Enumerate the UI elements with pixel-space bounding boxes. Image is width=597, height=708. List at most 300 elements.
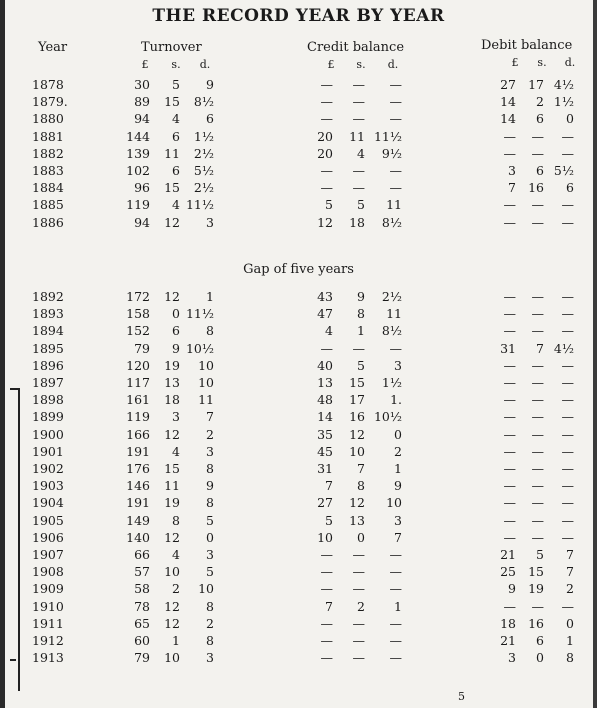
debit-pence-cell: 7 <box>566 564 574 580</box>
debit-pounds-cell: — <box>503 197 516 213</box>
debit-pence-cell: — <box>561 478 574 494</box>
year-cell: 1885 <box>32 197 64 213</box>
debit-pounds-cell: — <box>503 306 516 322</box>
debit-pounds-cell: 3 <box>508 650 516 666</box>
table-row <box>0 427 597 445</box>
debit-pence-cell: — <box>561 426 574 442</box>
turnover-pounds-cell: 191 <box>126 495 150 511</box>
debit-shillings-cell: 19 <box>528 581 544 597</box>
credit-shillings-cell: 11 <box>349 128 365 144</box>
year-cell: 1901 <box>32 443 64 459</box>
turnover-shillings-cell: 6 <box>172 323 180 339</box>
year-cell: 1902 <box>32 461 64 476</box>
turnover-shillings-cell: 11 <box>164 478 180 494</box>
debit-pence-cell: — <box>561 323 574 339</box>
turnover-pounds-cell: 144 <box>126 128 150 144</box>
debit-pounds-cell: 18 <box>500 615 516 631</box>
table-row <box>0 581 597 599</box>
turnover-pounds-cell: 139 <box>126 145 150 161</box>
debit-shillings-cell: 16 <box>528 615 544 631</box>
debit-pence-cell: — <box>561 392 574 408</box>
credit-pence-cell: 3 <box>394 357 402 373</box>
debit-pence-cell: 1½ <box>553 94 574 110</box>
credit-pounds-cell: 47 <box>317 306 333 322</box>
debit-pence-cell: 4½ <box>553 77 574 92</box>
debit-pounds-cell: 3 <box>508 163 516 178</box>
turnover-pence-cell: 9 <box>206 478 214 494</box>
turnover-pence-cell: 2 <box>206 426 214 442</box>
year-cell: 1904 <box>32 495 64 511</box>
credit-pence-cell: 1 <box>394 461 402 476</box>
debit-pence-cell: — <box>561 529 574 545</box>
year-cell: 1893 <box>32 306 64 322</box>
debit-pence-cell: 5½ <box>553 163 574 178</box>
turnover-pence-cell: 6 <box>206 111 214 127</box>
table-row <box>0 409 597 427</box>
debit-shillings-cell: — <box>531 375 544 390</box>
debit-shillings-cell: 16 <box>528 180 544 196</box>
credit-shillings-cell: 8 <box>357 478 365 494</box>
turnover-shillings-cell: 15 <box>164 94 180 110</box>
credit-pence-cell: 1. <box>390 392 402 408</box>
table-row <box>0 599 597 617</box>
turnover-pounds-cell: 79 <box>134 650 150 666</box>
debit-pence-cell: — <box>561 357 574 373</box>
debit-pounds-cell: — <box>503 529 516 545</box>
turnover-pounds-cell: 57 <box>134 564 150 580</box>
turnover-pence-cell: 11½ <box>185 306 214 322</box>
credit-shillings-cell: 16 <box>349 409 365 425</box>
debit-pounds-cell: — <box>503 598 516 614</box>
year-cell: 1913 <box>32 650 64 666</box>
turnover-pounds-cell: 191 <box>126 443 150 459</box>
turnover-pounds-cell: 78 <box>134 598 150 614</box>
turnover-pounds-cell: 94 <box>134 214 150 230</box>
credit-pence-cell: — <box>389 581 402 597</box>
credit-pounds-cell: 14 <box>317 409 333 425</box>
table-row <box>0 197 597 215</box>
credit-shillings-cell: — <box>352 180 365 196</box>
debit-pence-cell: — <box>561 145 574 161</box>
table-row <box>0 478 597 496</box>
credit-pence-cell: 9 <box>394 478 402 494</box>
debit-pounds-cell: 21 <box>500 547 516 562</box>
credit-pence-cell: — <box>389 547 402 562</box>
turnover-shillings-cell: 12 <box>164 529 180 545</box>
credit-pounds-cell: 45 <box>317 443 333 459</box>
year-cell: 1884 <box>32 180 64 196</box>
unit-turnover-shillings: s. <box>171 58 181 71</box>
debit-pence-cell: 0 <box>566 111 574 127</box>
year-cell: 1912 <box>32 633 64 648</box>
margin-bracket-tick-top <box>10 388 20 390</box>
year-cell: 1905 <box>32 512 64 528</box>
debit-shillings-cell: — <box>531 529 544 545</box>
turnover-pence-cell: 8 <box>206 323 214 339</box>
debit-shillings-cell: 7 <box>536 340 544 356</box>
table-row <box>0 547 597 565</box>
year-cell: 1906 <box>32 529 64 545</box>
debit-shillings-cell: — <box>531 512 544 528</box>
year-cell: 1883 <box>32 163 64 178</box>
year-cell: 1900 <box>32 426 64 442</box>
year-cell: 1909 <box>32 581 64 597</box>
debit-pounds-cell: 9 <box>508 581 516 597</box>
debit-pounds-cell: — <box>503 323 516 339</box>
year-cell: 1899 <box>32 409 64 425</box>
credit-pounds-cell: 27 <box>317 495 333 511</box>
credit-pence-cell: 10 <box>386 495 402 511</box>
table-row <box>0 111 597 129</box>
page-title: THE RECORD YEAR BY YEAR <box>152 6 445 26</box>
credit-shillings-cell: 18 <box>349 214 365 230</box>
credit-pounds-cell: 7 <box>325 598 333 614</box>
debit-pence-cell: 2 <box>566 581 574 597</box>
credit-shillings-cell: — <box>352 163 365 178</box>
table-row <box>0 392 597 410</box>
credit-pence-cell: — <box>389 94 402 110</box>
credit-shillings-cell: 17 <box>349 392 365 408</box>
turnover-shillings-cell: 3 <box>172 409 180 425</box>
debit-pence-cell: — <box>561 289 574 304</box>
table-row <box>0 94 597 112</box>
credit-pence-cell: 10½ <box>373 409 402 425</box>
unit-debit-pounds: £ <box>511 56 519 69</box>
debit-pounds-cell: — <box>503 214 516 230</box>
debit-shillings-cell: — <box>531 426 544 442</box>
debit-shillings-cell: 2 <box>536 94 544 110</box>
header-credit-balance: Credit balance <box>307 40 405 55</box>
debit-shillings-cell: — <box>531 461 544 476</box>
credit-shillings-cell: 13 <box>349 512 365 528</box>
credit-pounds-cell: 48 <box>317 392 333 408</box>
turnover-shillings-cell: 12 <box>164 426 180 442</box>
debit-pence-cell: — <box>561 598 574 614</box>
debit-pence-cell: — <box>561 197 574 213</box>
header-turnover: Turnover <box>141 40 202 55</box>
turnover-shillings-cell: 5 <box>172 77 180 92</box>
turnover-shillings-cell: 12 <box>164 214 180 230</box>
credit-pence-cell: 1½ <box>381 375 402 390</box>
debit-pence-cell: — <box>561 512 574 528</box>
turnover-pence-cell: 10½ <box>185 340 214 356</box>
credit-pence-cell: 11 <box>386 197 402 213</box>
credit-pounds-cell: — <box>320 111 333 127</box>
credit-pence-cell: — <box>389 340 402 356</box>
turnover-shillings-cell: 15 <box>164 461 180 476</box>
turnover-pounds-cell: 119 <box>126 409 150 425</box>
turnover-shillings-cell: 12 <box>164 615 180 631</box>
debit-shillings-cell: — <box>531 214 544 230</box>
debit-pounds-cell: 14 <box>500 111 516 127</box>
debit-pence-cell: — <box>561 306 574 322</box>
year-cell: 1903 <box>32 478 64 494</box>
turnover-shillings-cell: 6 <box>172 163 180 178</box>
credit-shillings-cell: — <box>352 633 365 648</box>
credit-shillings-cell: 5 <box>357 357 365 373</box>
turnover-pence-cell: 9 <box>206 77 214 92</box>
unit-credit-shillings: s. <box>356 58 366 71</box>
year-cell: 1894 <box>32 323 64 339</box>
turnover-pounds-cell: 119 <box>126 197 150 213</box>
debit-pence-cell: 0 <box>566 615 574 631</box>
debit-shillings-cell: — <box>531 357 544 373</box>
credit-shillings-cell: 15 <box>349 375 365 390</box>
turnover-shillings-cell: 12 <box>164 289 180 304</box>
debit-shillings-cell: — <box>531 409 544 425</box>
year-cell: 1886 <box>32 214 64 230</box>
turnover-pounds-cell: 161 <box>126 392 150 408</box>
turnover-pounds-cell: 140 <box>126 529 150 545</box>
year-cell: 1910 <box>32 598 64 614</box>
turnover-pounds-cell: 172 <box>126 289 150 304</box>
turnover-shillings-cell: 9 <box>172 340 180 356</box>
turnover-pence-cell: 2½ <box>193 145 214 161</box>
year-cell: 1897 <box>32 375 64 390</box>
debit-pounds-cell: — <box>503 375 516 390</box>
table-row <box>0 215 597 233</box>
table-row <box>0 513 597 531</box>
debit-shillings-cell: — <box>531 392 544 408</box>
credit-shillings-cell: 12 <box>349 495 365 511</box>
turnover-pence-cell: 1½ <box>193 128 214 144</box>
turnover-pounds-cell: 94 <box>134 111 150 127</box>
credit-pence-cell: 3 <box>394 512 402 528</box>
credit-shillings-cell: 4 <box>357 145 365 161</box>
credit-pounds-cell: 43 <box>317 289 333 304</box>
credit-pounds-cell: 7 <box>325 478 333 494</box>
credit-pounds-cell: — <box>320 547 333 562</box>
turnover-pounds-cell: 30 <box>134 77 150 92</box>
year-cell: 1880 <box>32 111 64 127</box>
credit-pence-cell: — <box>389 180 402 196</box>
turnover-pence-cell: 5½ <box>193 163 214 178</box>
turnover-pence-cell: 3 <box>206 443 214 459</box>
turnover-pence-cell: 5 <box>206 512 214 528</box>
debit-pounds-cell: — <box>503 461 516 476</box>
turnover-shillings-cell: 2 <box>172 581 180 597</box>
debit-shillings-cell: 6 <box>536 163 544 178</box>
year-cell: 1898 <box>32 392 64 408</box>
credit-shillings-cell: 9 <box>357 289 365 304</box>
turnover-pence-cell: 8 <box>206 461 214 476</box>
debit-pence-cell: — <box>561 461 574 476</box>
credit-pence-cell: — <box>389 564 402 580</box>
turnover-pounds-cell: 152 <box>126 323 150 339</box>
credit-pounds-cell: 13 <box>317 375 333 390</box>
credit-pence-cell: — <box>389 650 402 666</box>
debit-pence-cell: — <box>561 443 574 459</box>
credit-pence-cell: — <box>389 111 402 127</box>
debit-pounds-cell: — <box>503 289 516 304</box>
turnover-shillings-cell: 10 <box>164 650 180 666</box>
debit-pounds-cell: — <box>503 495 516 511</box>
credit-pence-cell: 8½ <box>381 323 402 339</box>
table-row <box>0 306 597 324</box>
year-cell: 1882 <box>32 145 64 161</box>
credit-pence-cell: — <box>389 615 402 631</box>
debit-shillings-cell: 17 <box>528 77 544 92</box>
credit-shillings-cell: — <box>352 340 365 356</box>
turnover-shillings-cell: 4 <box>172 443 180 459</box>
turnover-pounds-cell: 120 <box>126 357 150 373</box>
debit-pounds-cell: — <box>503 145 516 161</box>
turnover-pence-cell: 5 <box>206 564 214 580</box>
turnover-pounds-cell: 146 <box>126 478 150 494</box>
turnover-pounds-cell: 166 <box>126 426 150 442</box>
table-row <box>0 461 597 479</box>
debit-pounds-cell: 25 <box>500 564 516 580</box>
table-row <box>0 358 597 376</box>
debit-pounds-cell: — <box>503 478 516 494</box>
turnover-shillings-cell: 0 <box>172 306 180 322</box>
debit-shillings-cell: — <box>531 478 544 494</box>
credit-pounds-cell: 10 <box>317 529 333 545</box>
turnover-shillings-cell: 4 <box>172 197 180 213</box>
unit-credit-pounds: £ <box>327 58 335 71</box>
year-cell: 1878 <box>32 77 64 92</box>
debit-pounds-cell: — <box>503 409 516 425</box>
turnover-pence-cell: 11½ <box>185 197 214 213</box>
turnover-pounds-cell: 96 <box>134 180 150 196</box>
credit-pounds-cell: 5 <box>325 512 333 528</box>
turnover-pence-cell: 8 <box>206 633 214 648</box>
turnover-pence-cell: 2 <box>206 615 214 631</box>
turnover-shillings-cell: 1 <box>172 633 180 648</box>
credit-shillings-cell: 12 <box>349 426 365 442</box>
year-cell: 1908 <box>32 564 64 580</box>
credit-shillings-cell: 2 <box>357 598 365 614</box>
turnover-shillings-cell: 19 <box>164 357 180 373</box>
debit-pounds-cell: — <box>503 426 516 442</box>
turnover-pence-cell: 2½ <box>193 180 214 196</box>
turnover-pence-cell: 10 <box>198 581 214 597</box>
turnover-shillings-cell: 8 <box>172 512 180 528</box>
credit-pence-cell: 0 <box>394 426 402 442</box>
turnover-shillings-cell: 18 <box>164 392 180 408</box>
credit-pounds-cell: — <box>320 180 333 196</box>
unit-debit-pence: d. <box>564 56 576 69</box>
turnover-shillings-cell: 6 <box>172 128 180 144</box>
debit-pence-cell: 4½ <box>553 340 574 356</box>
debit-pounds-cell: — <box>503 443 516 459</box>
turnover-shillings-cell: 13 <box>164 375 180 390</box>
credit-pounds-cell: — <box>320 163 333 178</box>
credit-shillings-cell: — <box>352 581 365 597</box>
debit-pounds-cell: — <box>503 512 516 528</box>
debit-pence-cell: 7 <box>566 547 574 562</box>
credit-pounds-cell: — <box>320 340 333 356</box>
credit-pounds-cell: 31 <box>317 461 333 476</box>
table-row <box>0 495 597 513</box>
credit-shillings-cell: — <box>352 650 365 666</box>
credit-pounds-cell: 12 <box>317 214 333 230</box>
turnover-pence-cell: 7 <box>206 409 214 425</box>
credit-pounds-cell: — <box>320 581 333 597</box>
credit-shillings-cell: — <box>352 564 365 580</box>
credit-shillings-cell: 7 <box>357 461 365 476</box>
credit-pence-cell: 7 <box>394 529 402 545</box>
debit-shillings-cell: — <box>531 197 544 213</box>
debit-pounds-cell: — <box>503 357 516 373</box>
debit-shillings-cell: — <box>531 289 544 304</box>
credit-pence-cell: 11½ <box>373 128 402 144</box>
credit-pounds-cell: — <box>320 94 333 110</box>
credit-pence-cell: — <box>389 163 402 178</box>
year-cell: 1892 <box>32 289 64 304</box>
turnover-pence-cell: 10 <box>198 375 214 390</box>
table-row <box>0 616 597 634</box>
turnover-pounds-cell: 60 <box>134 633 150 648</box>
table-row <box>0 564 597 582</box>
debit-pence-cell: — <box>561 128 574 144</box>
table-row <box>0 650 597 668</box>
credit-pence-cell: — <box>389 633 402 648</box>
credit-shillings-cell: 8 <box>357 306 365 322</box>
turnover-pence-cell: 11 <box>198 392 214 408</box>
debit-shillings-cell: — <box>531 443 544 459</box>
turnover-pence-cell: 10 <box>198 357 214 373</box>
table-row <box>0 341 597 359</box>
margin-bracket-line <box>18 389 20 691</box>
turnover-pounds-cell: 66 <box>134 547 150 562</box>
table-row <box>0 289 597 307</box>
credit-pounds-cell: 5 <box>325 197 333 213</box>
turnover-pence-cell: 0 <box>206 529 214 545</box>
debit-shillings-cell: 6 <box>536 111 544 127</box>
credit-pounds-cell: — <box>320 564 333 580</box>
gap-label: Gap of five years <box>243 262 354 277</box>
turnover-shillings-cell: 11 <box>164 145 180 161</box>
turnover-pounds-cell: 176 <box>126 461 150 476</box>
credit-shillings-cell: 0 <box>357 529 365 545</box>
debit-pounds-cell: 7 <box>508 180 516 196</box>
debit-pounds-cell: — <box>503 392 516 408</box>
year-cell: 1879. <box>32 94 68 110</box>
turnover-pence-cell: 3 <box>206 547 214 562</box>
turnover-pounds-cell: 58 <box>134 581 150 597</box>
debit-pounds-cell: 31 <box>500 340 516 356</box>
debit-pence-cell: 1 <box>566 633 574 648</box>
year-cell: 1911 <box>32 615 64 631</box>
credit-shillings-cell: 1 <box>357 323 365 339</box>
credit-shillings-cell: — <box>352 615 365 631</box>
turnover-pence-cell: 3 <box>206 214 214 230</box>
turnover-pounds-cell: 79 <box>134 340 150 356</box>
header-debit-balance: Debit balance <box>481 38 573 53</box>
unit-credit-pence: d. <box>387 58 399 71</box>
debit-pounds-cell: 27 <box>500 77 516 92</box>
table-row <box>0 77 597 95</box>
credit-pounds-cell: 20 <box>317 128 333 144</box>
debit-pounds-cell: — <box>503 128 516 144</box>
turnover-pounds-cell: 65 <box>134 615 150 631</box>
debit-shillings-cell: — <box>531 598 544 614</box>
turnover-shillings-cell: 4 <box>172 111 180 127</box>
year-cell: 1907 <box>32 547 64 562</box>
credit-pounds-cell: — <box>320 650 333 666</box>
turnover-pence-cell: 8 <box>206 598 214 614</box>
turnover-pounds-cell: 89 <box>134 94 150 110</box>
credit-shillings-cell: 5 <box>357 197 365 213</box>
table-row <box>0 530 597 548</box>
table-row <box>0 633 597 651</box>
turnover-pence-cell: 8½ <box>193 94 214 110</box>
debit-pence-cell: 8 <box>566 650 574 666</box>
credit-shillings-cell: — <box>352 547 365 562</box>
turnover-shillings-cell: 15 <box>164 180 180 196</box>
turnover-pounds-cell: 158 <box>126 306 150 322</box>
